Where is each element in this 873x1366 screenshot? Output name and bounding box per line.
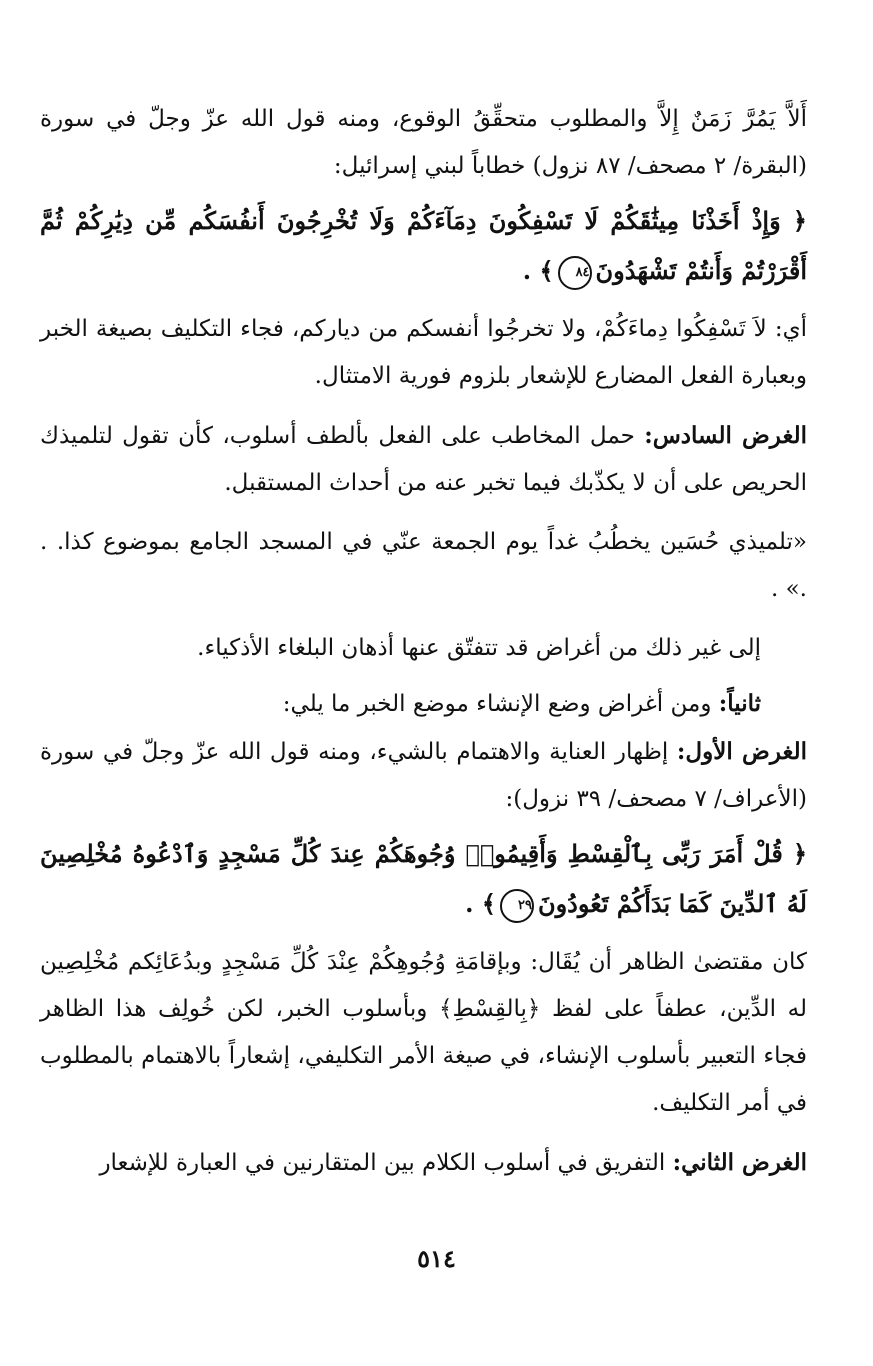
- paragraph-analysis: كان مقتضىٰ الظاهر أن يُقَال: وبإقامَةِ وُجُوهِكُمْ عِنْدَ كُلِّ مَسْجِدٍ وبدُعَائِكم مُخْلِصِين له الدِّين، عطفاً على لفظ ﴿بِالقِسْطِ﴾ وبأسلوب الخبر، لكن خُولِف هذا الظاهر فجاء التعبير بأسلوب الإنشاء، في صيغة الأمر التكليفي، إشعاراً بالاهتمام بالمطلوب في أمر التكليف.: [40, 949, 807, 1116]
- ayah-number-icon: ٢٩: [500, 889, 534, 923]
- paragraph-example-quote: «تلميذي حُسَين يخطُبُ غداً يوم الجمعة عنّي في المسجد الجامع بموضوع كذا. . .» .: [40, 529, 807, 602]
- verse-text: ﴿ قُلْ أَمَرَ رَبِّى بِٱلْقِسْطِ وَأَقِيمُوا۟ وُجُوهَكُمْ عِندَ كُلِّ مَسْجِدٍ وَٱدْعُوهُ مُخْلِصِينَ لَهُ ٱلدِّينَ كَمَا بَدَأَكُمْ تَعُودُونَ: [40, 839, 808, 918]
- second-purpose-text: التفريق في أسلوب الكلام بين المتقارنين في العبارة للإشعار: [99, 1150, 673, 1176]
- verse-close: ﴾ .: [522, 256, 554, 285]
- first-purpose-text: إظهار العناية والاهتمام بالشيء، ومنه قول الله عزّ وجلّ في سورة (الأعراف/ ٧ مصحف/ ٣٩ نزول):: [40, 739, 807, 812]
- secondly-text: ومن أغراض وضع الإنشاء موضع الخبر ما يلي:: [282, 691, 719, 717]
- paragraph-first-purpose: [40, 728, 807, 823]
- heading-secondly: ثانياً:: [718, 690, 761, 717]
- quran-verse-baqara: [40, 196, 807, 296]
- quran-verse-araf: [40, 829, 807, 929]
- heading-sixth-purpose: الغرض السادس:: [644, 422, 807, 449]
- heading-first-purpose: الغرض الأول:: [676, 738, 807, 765]
- paragraph-secondly: [40, 680, 807, 728]
- sixth-purpose-text: حمل المخاطب على الفعل بألطف أسلوب، كأن تقول لتلميذك الحريص على أن لا يكذّبك فيما تخبر عنه من أحداث المستقبل.: [40, 423, 807, 496]
- paragraph-other-purposes: إلى غير ذلك من أغراض قد تتفتّق عنها أذهان البلغاء الأذكياء.: [197, 635, 761, 661]
- heading-second-purpose: الغرض الثاني:: [672, 1149, 807, 1176]
- paragraph-sixth-purpose: [40, 412, 807, 507]
- ayah-number-icon: ٨٤: [558, 256, 592, 290]
- verse-close: ﴾ .: [465, 889, 496, 918]
- page-number: ٥١٤: [417, 1244, 456, 1273]
- paragraph-explanation: أي: لاَ تَسْفِكُوا دِماءَكُمْ، ولا تخرجُوا أنفسكم من دياركم، فجاء التكليف بصيغة الخبر وبعبارة الفعل المضارع للإشعار بلزوم فورية الامتثال.: [40, 316, 807, 389]
- verse-text: ﴿ وَإِذْ أَخَذْنَا مِيثَٰقَكُمْ لَا تَسْفِكُونَ دِمَآءَكُمْ وَلَا تُخْرِجُونَ أَنفُسَكُم مِّن دِيَٰرِكُمْ ثُمَّ أَقْرَرْتُمْ وَأَنتُمْ تَشْهَدُونَ: [40, 206, 807, 285]
- paragraph-second-purpose: [40, 1139, 807, 1187]
- paragraph-intro: أَلاَّ يَمُرَّ زَمَنٌ إِلاَّ والمطلوب متحقِّقُ الوقوع، ومنه قول الله عزّ وجلّ في سورة (البقرة/ ٢ مصحف/ ٨٧ نزول) خطاباً لبني إسرائيل:: [40, 106, 808, 179]
